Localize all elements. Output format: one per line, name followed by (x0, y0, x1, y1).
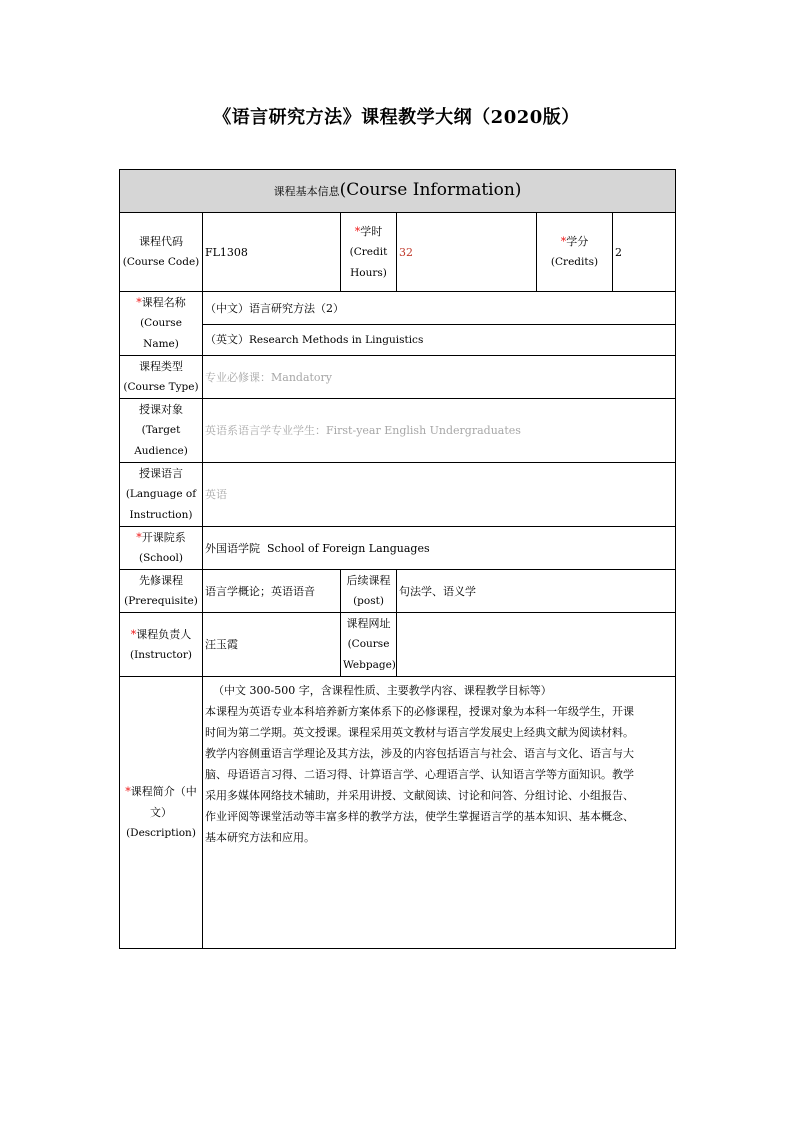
description-line: 基本研究方法和应用。 (205, 831, 315, 844)
description-line: 教学内容侧重语言学理论及其方法，涉及的内容包括语言与社会、语言与文化、语言与大 (205, 747, 634, 760)
course-name-en-prefix: （英文） (205, 333, 249, 346)
required-star: * (136, 531, 142, 544)
course-name-label-cn: 课程名称 (141, 296, 186, 309)
target-audience-label-en2: Audience) (134, 445, 188, 457)
course-webpage-label-en1: (Course (347, 638, 390, 650)
course-webpage-label-en2: Webpage) (343, 659, 396, 671)
course-type-label-en: (Course Type) (123, 381, 199, 393)
course-name-cn-value: （中文）语言研究方法（2） (203, 292, 676, 325)
course-name-en-text: Research Methods in Linguistics (249, 334, 424, 346)
course-type-value: 专业必修课：Mandatory (203, 356, 676, 399)
description-line: 时间为第二学期。英文授课。课程采用英文教材与语言学发展史上经典文献为阅读材料。 (205, 726, 634, 739)
course-code-label-cn: 课程代码 (139, 235, 183, 248)
instructor-label-cn: 课程负责人 (136, 627, 192, 641)
course-type-label-cn: 课程类型 (139, 360, 183, 373)
course-webpage-label-cn: 课程网址 (346, 617, 391, 630)
description-label-cn2: 文） (150, 806, 172, 819)
course-info-table (119, 169, 676, 949)
description-line: 作业评阅等课堂活动等丰富多样的教学方法，使学生掌握语言学的基本知识、基本概念、 (205, 810, 634, 823)
description-line: 采用多媒体网络技术辅助，并采用讲授、文献阅读、讨论和问答、分组讨论、小组报告、 (205, 789, 634, 802)
prerequisite-value: 语言学概论；英语语音 (203, 570, 341, 613)
credits-value: 2 (613, 213, 676, 292)
school-label-cn: 开课院系 (141, 531, 186, 544)
course-webpage-value (397, 613, 676, 677)
description-intro: （中文 300-500 字，含课程性质、主要教学内容、课程教学目标等） (213, 684, 552, 697)
target-audience-label-cn: 授课对象 (139, 403, 183, 416)
instruction-language-label-en1: (Language of (125, 488, 197, 500)
post-course-value: 句法学、语义学 (397, 570, 676, 613)
course-code-label-en: (Course Code) (122, 256, 200, 268)
school-label (120, 527, 203, 570)
required-star: * (354, 224, 361, 238)
target-audience-label (120, 399, 203, 463)
instructor-label-en: (Instructor) (130, 648, 192, 661)
required-star: * (130, 627, 137, 641)
school-value: 外国语学院 School of Foreign Languages (203, 527, 676, 570)
required-star: * (125, 785, 131, 798)
credit-hours-label-en2: Hours) (350, 266, 387, 279)
credit-hours-label-cn: 学时 (360, 224, 383, 238)
instruction-language-value: 英语 (203, 463, 676, 527)
instruction-language-label (120, 463, 203, 527)
course-name-label-en2: Name) (143, 338, 179, 350)
instructor-value: 汪玉霞 (203, 613, 341, 677)
post-course-label-cn: 后续课程 (346, 574, 391, 587)
prerequisite-label-en: (Prerequisite) (124, 595, 198, 607)
document-title: 《语言研究方法》课程教学大纲（2020版） (213, 107, 580, 128)
course-name-label-en1: (Course (140, 317, 182, 329)
section-header-en: (Course Information) (339, 180, 522, 200)
instruction-language-label-en2: Instruction) (129, 509, 193, 521)
post-course-label (341, 570, 397, 613)
required-star: * (136, 296, 142, 309)
credits-label-cn: 学分 (566, 235, 589, 248)
school-label-en: (School) (138, 552, 184, 564)
description-label-cn1: 课程简介（中 (130, 785, 197, 798)
instruction-language-label-cn: 授课语言 (139, 467, 183, 480)
course-name-en-value (203, 325, 676, 356)
prerequisite-label (120, 570, 203, 613)
description-line: 本课程为英语专业本科培养新方案体系下的必修课程，授课对象为本科一年级学生，开课 (205, 705, 634, 718)
course-code-label (120, 213, 203, 292)
required-star: * (560, 235, 567, 248)
credit-hours-value: 32 (397, 213, 537, 292)
course-webpage-label (341, 613, 397, 677)
credits-label (537, 213, 613, 292)
description-value (203, 677, 676, 949)
description-line: 脑、母语语言习得、二语习得、计算语言学、心理语言学、认知语言学等方面知识。教学 (205, 768, 634, 781)
course-code-value: FL1308 (203, 213, 341, 292)
description-label-en: (Description) (126, 827, 196, 839)
instructor-label (120, 613, 203, 677)
post-course-label-en: (post) (353, 595, 384, 607)
target-audience-label-en1: (Target (141, 424, 181, 436)
course-name-label (120, 292, 203, 356)
description-label (120, 677, 203, 949)
target-audience-value: 英语系语言学专业学生：First-year English Undergraduates (203, 399, 676, 463)
section-header (120, 170, 676, 213)
course-type-label (120, 356, 203, 399)
credit-hours-label (341, 213, 397, 292)
credit-hours-label-en1: (Credit (349, 245, 388, 258)
credits-label-en: (Credits) (550, 256, 599, 268)
section-header-cn: 课程基本信息 (273, 185, 340, 198)
prerequisite-label-cn: 先修课程 (139, 574, 183, 587)
